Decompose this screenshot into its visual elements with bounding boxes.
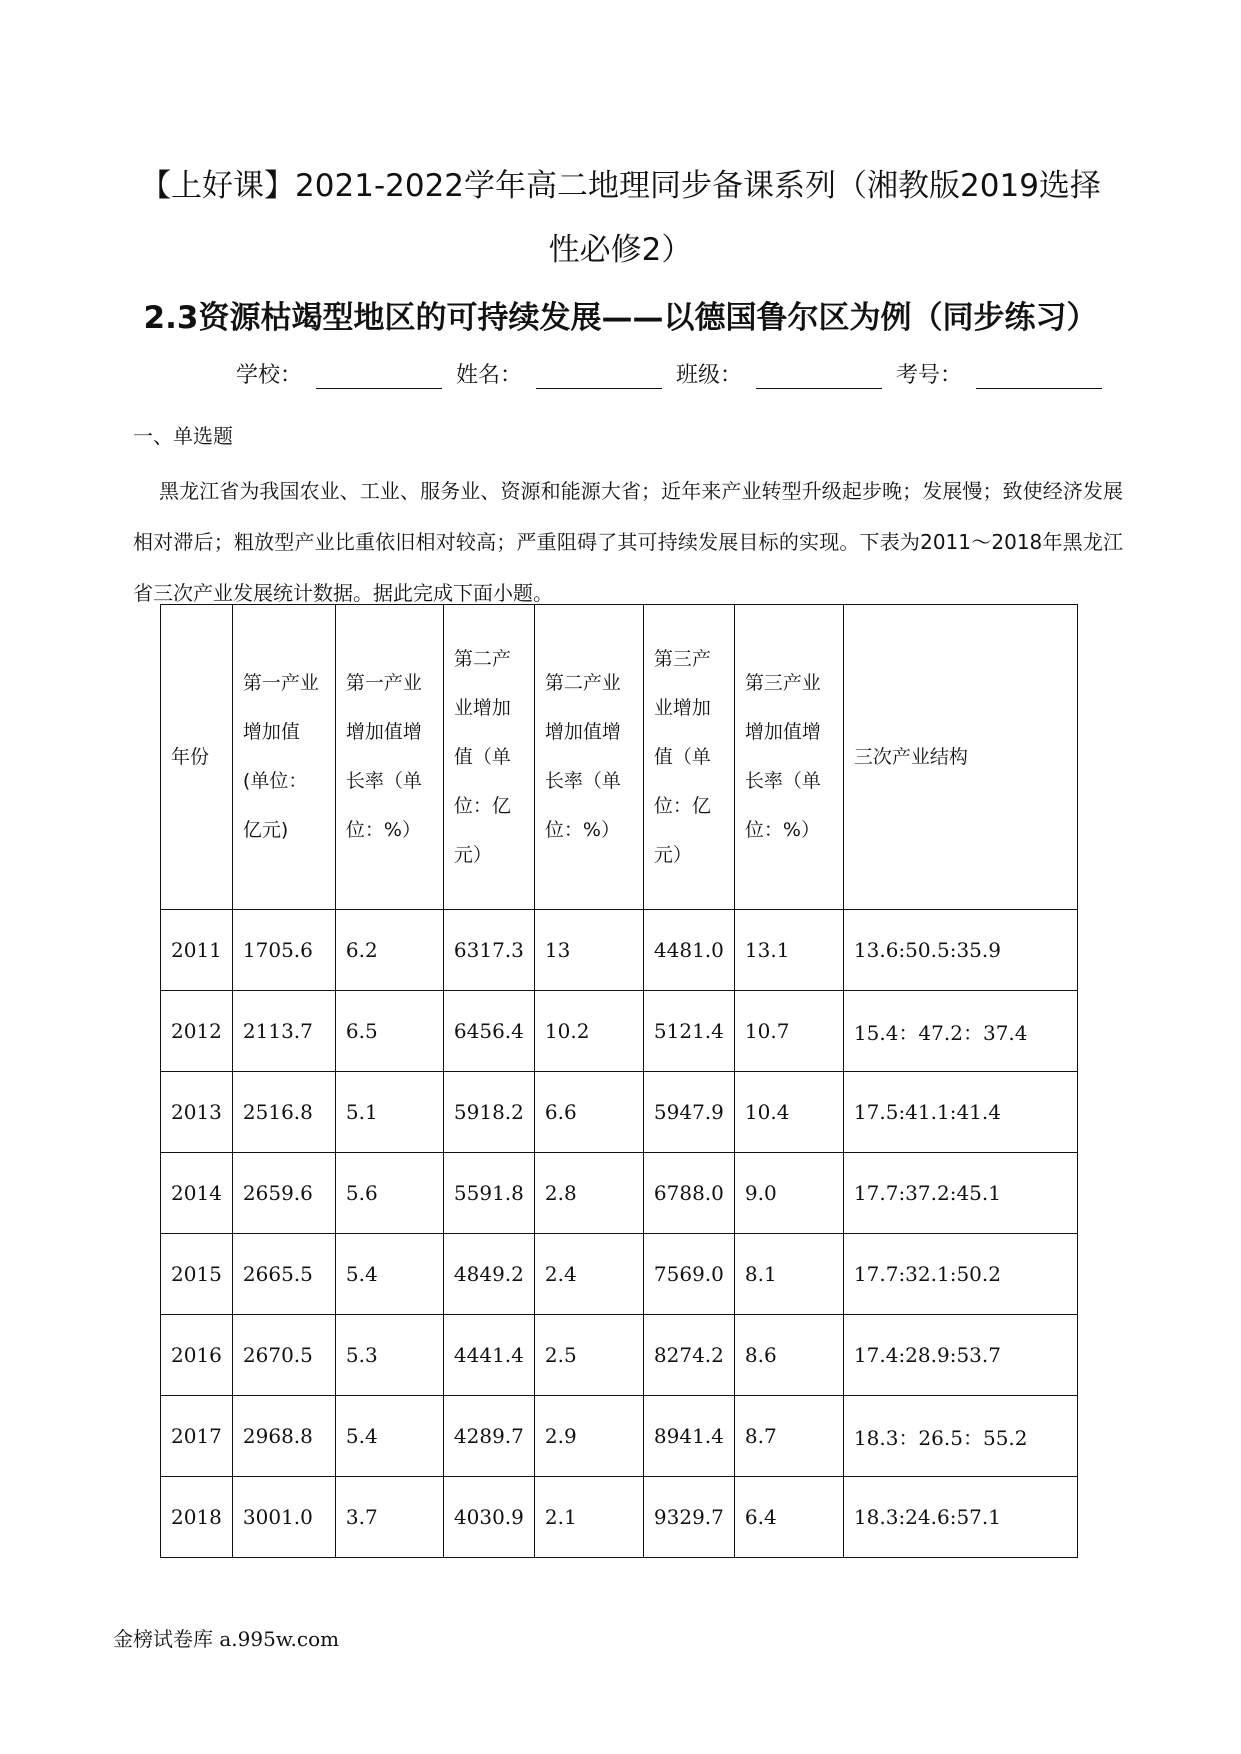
header-primary-growth: 第一产业增加值增长率（单位：%） <box>335 605 443 910</box>
cell-tertiary-value: 7569.0 <box>643 1234 734 1315</box>
footer-source: 金榜试卷库 a.995w.com <box>113 1627 340 1651</box>
cell-industry-structure: 17.5:41.1:41.4 <box>843 1072 1077 1153</box>
cell-year: 2015 <box>161 1234 233 1315</box>
cell-secondary-value: 5591.8 <box>443 1153 534 1234</box>
school-field <box>236 358 442 389</box>
class-label: 班级： <box>676 363 743 388</box>
cell-secondary-value: 4030.9 <box>443 1477 534 1558</box>
document-title-line-2: 性必修2） <box>548 232 693 268</box>
document-title-line-1: 【上好课】2021-2022学年高二地理同步备课系列（湘教版2019选择 <box>140 168 1101 204</box>
lesson-subtitle: 2.3资源枯竭型地区的可持续发展——以德国鲁尔区为例（同步练习） <box>143 300 1098 336</box>
header-secondary-growth: 第二产业增加值增长率（单位：%） <box>534 605 643 910</box>
class-blank <box>756 366 882 389</box>
cell-secondary-value: 6456.4 <box>443 991 534 1072</box>
cell-secondary-growth: 2.9 <box>534 1396 643 1477</box>
cell-tertiary-growth: 8.7 <box>734 1396 843 1477</box>
cell-primary-value: 1705.6 <box>232 910 335 991</box>
cell-secondary-growth: 13 <box>534 910 643 991</box>
cell-tertiary-value: 8274.2 <box>643 1315 734 1396</box>
cell-year: 2013 <box>161 1072 233 1153</box>
section-heading: 一、单选题 <box>133 424 233 448</box>
exam-number-field <box>896 358 1102 389</box>
header-primary-value: 第一产业增加值(单位：亿元) <box>232 605 335 910</box>
cell-industry-structure: 18.3：26.5：55.2 <box>843 1396 1077 1477</box>
cell-primary-value: 3001.0 <box>232 1477 335 1558</box>
header-tertiary-growth: 第三产业增加值增长率（单位：%） <box>734 605 843 910</box>
cell-primary-growth: 5.3 <box>335 1315 443 1396</box>
exam-number-label: 考号： <box>896 363 963 388</box>
cell-industry-structure: 13.6:50.5:35.9 <box>843 910 1077 991</box>
exam-number-blank <box>976 366 1102 389</box>
cell-secondary-value: 4441.4 <box>443 1315 534 1396</box>
name-blank <box>536 366 662 389</box>
cell-primary-value: 2968.8 <box>232 1396 335 1477</box>
cell-primary-value: 2665.5 <box>232 1234 335 1315</box>
table-row <box>161 991 1078 1072</box>
cell-year: 2017 <box>161 1396 233 1477</box>
cell-primary-growth: 5.4 <box>335 1396 443 1477</box>
cell-tertiary-value: 9329.7 <box>643 1477 734 1558</box>
header-secondary-value: 第二产业增加值（单位：亿元） <box>443 605 534 910</box>
industry-data-table <box>160 604 1078 1558</box>
name-label: 姓名： <box>456 363 523 388</box>
cell-year: 2016 <box>161 1315 233 1396</box>
cell-primary-growth: 5.4 <box>335 1234 443 1315</box>
table-row <box>161 1072 1078 1153</box>
cell-year: 2014 <box>161 1153 233 1234</box>
cell-secondary-growth: 10.2 <box>534 991 643 1072</box>
table-row <box>161 1153 1078 1234</box>
cell-primary-value: 2113.7 <box>232 991 335 1072</box>
header-year: 年份 <box>161 605 233 910</box>
cell-tertiary-growth: 10.4 <box>734 1072 843 1153</box>
cell-secondary-growth: 2.5 <box>534 1315 643 1396</box>
cell-primary-growth: 5.1 <box>335 1072 443 1153</box>
cell-industry-structure: 17.7:32.1:50.2 <box>843 1234 1077 1315</box>
cell-tertiary-growth: 6.4 <box>734 1477 843 1558</box>
cell-secondary-value: 6317.3 <box>443 910 534 991</box>
cell-secondary-growth: 2.8 <box>534 1153 643 1234</box>
header-industry-structure: 三次产业结构 <box>843 605 1077 910</box>
cell-secondary-growth: 2.4 <box>534 1234 643 1315</box>
question-stem-paragraph: 黑龙江省为我国农业、工业、服务业、资源和能源大省；近年来产业转型升级起步晚；发展慢；致使经济发展相对滞后；粗放型产业比重依旧相对较高；严重阻碍了其可持续发展目标的实现。下表为2011～2018年黑龙江省三次产业发展统计数据。据此完成下面小题。 <box>133 479 1123 605</box>
cell-tertiary-value: 4481.0 <box>643 910 734 991</box>
header-tertiary-value: 第三产业增加值（单位：亿元） <box>643 605 734 910</box>
cell-industry-structure: 17.7:37.2:45.1 <box>843 1153 1077 1234</box>
cell-primary-growth: 5.6 <box>335 1153 443 1234</box>
school-blank <box>316 366 442 389</box>
cell-tertiary-growth: 13.1 <box>734 910 843 991</box>
cell-year: 2012 <box>161 991 233 1072</box>
cell-tertiary-value: 8941.4 <box>643 1396 734 1477</box>
table-row <box>161 910 1078 991</box>
cell-secondary-growth: 6.6 <box>534 1072 643 1153</box>
cell-tertiary-value: 5121.4 <box>643 991 734 1072</box>
cell-industry-structure: 17.4:28.9:53.7 <box>843 1315 1077 1396</box>
table-row <box>161 1315 1078 1396</box>
cell-primary-growth: 6.5 <box>335 991 443 1072</box>
cell-tertiary-growth: 9.0 <box>734 1153 843 1234</box>
cell-primary-growth: 3.7 <box>335 1477 443 1558</box>
table-row <box>161 1234 1078 1315</box>
cell-secondary-value: 4289.7 <box>443 1396 534 1477</box>
cell-tertiary-growth: 10.7 <box>734 991 843 1072</box>
table-row <box>161 1477 1078 1558</box>
cell-year: 2018 <box>161 1477 233 1558</box>
cell-secondary-value: 4849.2 <box>443 1234 534 1315</box>
cell-tertiary-growth: 8.6 <box>734 1315 843 1396</box>
cell-primary-value: 2659.6 <box>232 1153 335 1234</box>
cell-primary-value: 2516.8 <box>232 1072 335 1153</box>
class-field <box>676 358 882 389</box>
cell-tertiary-growth: 8.1 <box>734 1234 843 1315</box>
table-header-row <box>161 605 1078 910</box>
name-field <box>456 358 662 389</box>
cell-primary-growth: 6.2 <box>335 910 443 991</box>
cell-industry-structure: 15.4：47.2：37.4 <box>843 991 1077 1072</box>
cell-tertiary-value: 5947.9 <box>643 1072 734 1153</box>
cell-year: 2011 <box>161 910 233 991</box>
table-row <box>161 1396 1078 1477</box>
school-label: 学校： <box>236 363 303 388</box>
cell-primary-value: 2670.5 <box>232 1315 335 1396</box>
cell-secondary-value: 5918.2 <box>443 1072 534 1153</box>
cell-secondary-growth: 2.1 <box>534 1477 643 1558</box>
cell-industry-structure: 18.3:24.6:57.1 <box>843 1477 1077 1558</box>
cell-tertiary-value: 6788.0 <box>643 1153 734 1234</box>
student-info-row <box>236 358 1116 389</box>
